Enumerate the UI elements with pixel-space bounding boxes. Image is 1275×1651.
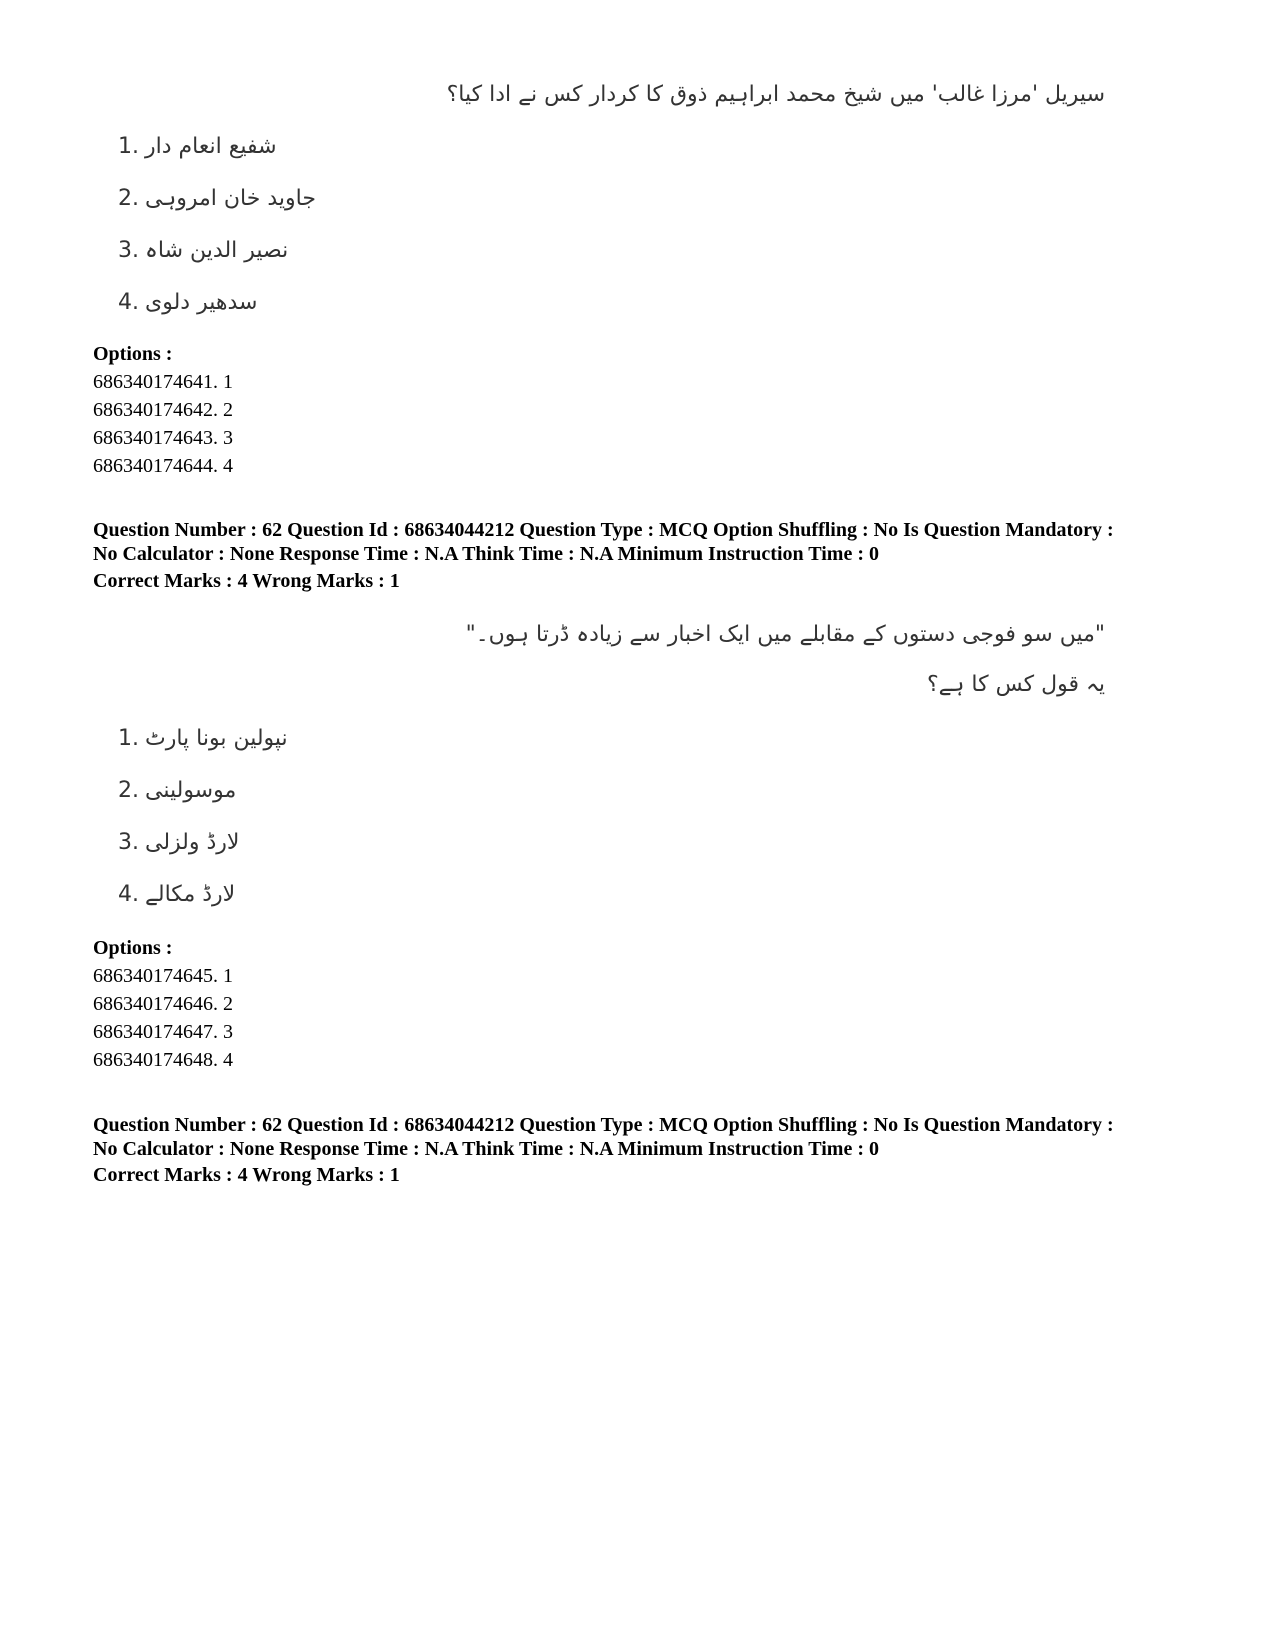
choice-4	[118, 882, 235, 907]
choice-2	[118, 186, 316, 211]
question-meta-line: Question Number : 62 Question Id : 68634044212 Question Type : MCQ Option Shuffling : No Is Question Mandatory :	[93, 1114, 1114, 1136]
option-id-line: 686340174645. 1	[93, 965, 233, 987]
question-meta	[93, 1113, 1203, 1161]
choice-text: موسولینی	[145, 778, 237, 803]
question-meta-line: No Calculator : None Response Time : N.A Think Time : N.A Minimum Instruction Time : 0	[93, 543, 879, 565]
option-id-line: 686340174641. 1	[93, 371, 233, 393]
option-id-line: 686340174648. 4	[93, 1049, 233, 1071]
choice-text: نصیر الدین شاہ	[145, 238, 289, 263]
options-label: Options :	[93, 343, 173, 365]
question-text: یہ قول کس کا ہے؟	[926, 672, 1105, 697]
choice-3	[118, 238, 288, 263]
option-id-line: 686340174643. 3	[93, 427, 233, 449]
option-id-line: 686340174646. 2	[93, 993, 233, 1015]
choice-number: 3.	[118, 238, 139, 263]
choice-text: لارڈ ولزلی	[145, 830, 240, 855]
choice-2	[118, 778, 236, 803]
question-meta-line: Question Number : 62 Question Id : 68634044212 Question Type : MCQ Option Shuffling : No Is Question Mandatory :	[93, 519, 1114, 541]
choice-text: نپولین بونا پارٹ	[145, 726, 288, 751]
question-meta-line: No Calculator : None Response Time : N.A Think Time : N.A Minimum Instruction Time : 0	[93, 1138, 879, 1160]
choice-number: 4.	[118, 290, 139, 315]
question-meta	[93, 518, 1203, 566]
choice-number: 2.	[118, 778, 139, 803]
choice-4	[118, 290, 257, 315]
question-marks: Correct Marks : 4 Wrong Marks : 1	[93, 570, 400, 592]
option-id-line: 686340174642. 2	[93, 399, 233, 421]
question-marks: Correct Marks : 4 Wrong Marks : 1	[93, 1164, 400, 1186]
option-id-line: 686340174647. 3	[93, 1021, 233, 1043]
choice-number: 1.	[118, 726, 139, 751]
question-text: سیریل 'مرزا غالب' میں شیخ محمد ابراہیم ذوق کا کردار کس نے ادا کیا؟	[446, 82, 1105, 107]
choice-1	[118, 726, 288, 751]
choice-number: 3.	[118, 830, 139, 855]
choice-text: سدھیر دلوی	[145, 290, 258, 315]
choice-3	[118, 830, 239, 855]
options-label: Options :	[93, 937, 173, 959]
choice-number: 1.	[118, 134, 139, 159]
choice-text: لارڈ مکالے	[145, 882, 236, 907]
choice-1	[118, 134, 277, 159]
choice-number: 4.	[118, 882, 139, 907]
choice-text: شفیع انعام دار	[145, 134, 277, 159]
choice-text: جاوید خان امروہی	[145, 186, 316, 211]
choice-number: 2.	[118, 186, 139, 211]
option-id-line: 686340174644. 4	[93, 455, 233, 477]
question-quote: "میں سو فوجی دستوں کے مقابلے میں ایک اخبار سے زیادہ ڈرتا ہوں۔"	[465, 622, 1105, 647]
